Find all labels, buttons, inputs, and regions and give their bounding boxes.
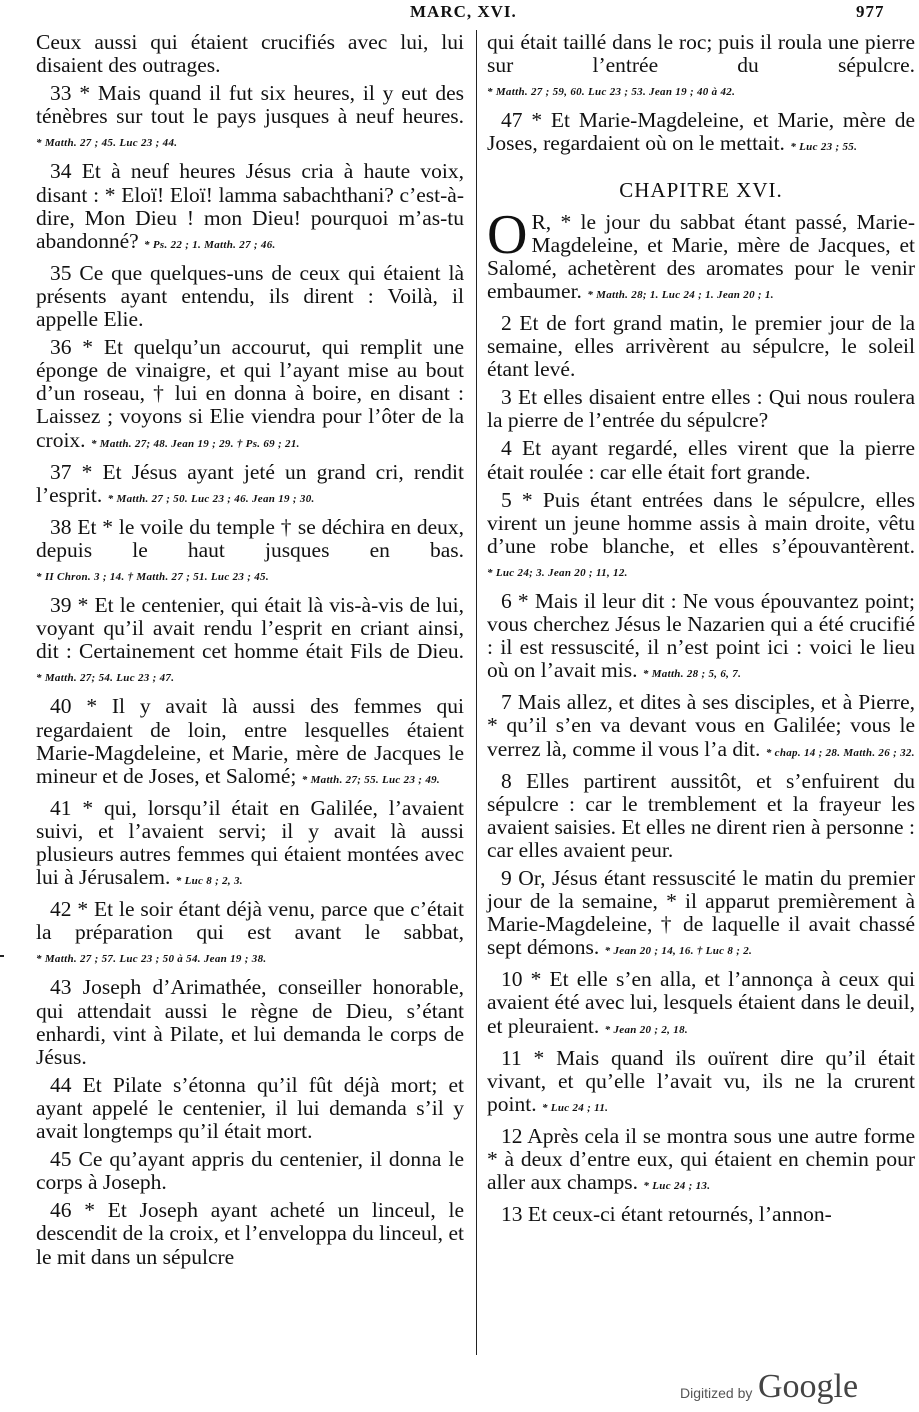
verse-text: 42 * Et le soir étant déjà venu, parce que c’était la préparation qui est avant le sabbat,	[36, 897, 464, 945]
verse-text: 10 * Et elle s’en alla, et l’annonça à ceux qui avaient été avec lui, lesquels étaient dans le deuil, et pleuraient.	[487, 967, 915, 1038]
verse-text: 2 Et de fort grand matin, le premier jour de la semaine, elles arrivèrent au sépulcre, le soleil étant levé.	[487, 310, 915, 382]
cross-reference: * Luc 24 ; 11.	[541, 1101, 609, 1114]
cross-reference: * II Chron. 3 ; 14. † Matth. 27 ; 51. Luc 23 ; 45.	[36, 570, 269, 583]
right-column-continuation	[487, 31, 915, 159]
verse	[487, 1047, 915, 1120]
verse-text: 11 * Mais quand ils ouïrent dire qu’il était vivant, et qu’elle l’avait vu, ils ne la crurent point.	[487, 1045, 915, 1116]
cross-reference: * Matth. 27; 48. Jean 19 ; 29. † Ps. 69 ; 21.	[90, 437, 300, 450]
verse-text: 4 Et ayant regardé, elles virent que la pierre était roulée : car elle était fort grande.	[487, 436, 915, 484]
verse-text: 40 * Il y avait là aussi des femmes qui regardaient de loin, entre lesquelles étaient Marie-Magdeleine, et Marie, mère de Jacques le mineur et de Joses, et Salomé;	[36, 694, 464, 788]
verse-text: R, * le jour du sabbat étant passé, Marie-Magdeleine, et Marie, mère de Jacques, et Salomé, achetèrent des aromates pour le venir embaumer.	[487, 209, 915, 303]
verse	[487, 312, 915, 381]
verse	[487, 203, 915, 307]
chapter-body	[487, 203, 915, 1227]
cross-reference: * Luc 23 ; 55.	[790, 141, 858, 154]
verse	[36, 695, 464, 791]
verse	[36, 461, 464, 511]
verse-text: 5 * Puis étant entrées dans le sépulcre, elles virent un jeune homme assis à main droite, vêtu d’une robe blanche, et elles s’épouvantèrent.	[487, 487, 915, 558]
watermark-prefix: Digitized by	[680, 1385, 753, 1401]
verse-text: 46 * Et Joseph ayant acheté un linceul, le descendit de la croix, et l’enveloppa du linceul, et le mit dans un sépulcre	[36, 1198, 464, 1269]
verse-text: 13 Et ceux-ci étant retournés, l’annon-	[501, 1202, 832, 1227]
cross-reference: * Matth. 27 ; 57. Luc 23 ; 50 à 54. Jean 19 ; 38.	[36, 953, 267, 966]
left-column	[36, 31, 464, 1274]
verse-text: 35 Ce que quelques-uns de ceux qui étaient là présents ayant entendu, ils dirent : Voilà, il appelle Elie.	[36, 260, 464, 332]
verse	[36, 594, 464, 690]
verse-text: 3 Et elles disaient entre elles : Qui nous roulera la pierre de l’entrée du sépulcre?	[487, 385, 915, 433]
verse-text: 36 * Et quelqu’un accourut, qui remplit une éponge de vinaigre, et qui l’ayant mise au bout d’un roseau, † lui en donna à boire, en disant : Laissez ; voyons si Elie viendra pour l’ôter de la croix.	[36, 335, 464, 452]
verse	[487, 590, 915, 686]
margin-mark	[0, 955, 4, 957]
right-column	[487, 31, 915, 1231]
verse	[487, 867, 915, 963]
drop-cap: O	[487, 203, 528, 266]
verse	[36, 160, 464, 256]
verse-text: 37 * Et Jésus ayant jeté un grand cri, rendit l’esprit.	[36, 459, 464, 507]
verse	[487, 1125, 915, 1198]
cross-reference: * chap. 14 ; 28. Matth. 26 ; 32.	[765, 746, 915, 759]
cross-reference: * Matth. 27; 54. Luc 23 ; 47.	[36, 672, 175, 685]
verse-text: 34 Et à neuf heures Jésus cria à haute voix, disant : * Eloï! Eloï! lamma sabachthani? c’est-à-dire, Mon Dieu ! mon Dieu! pourquoi m’as-tu abandonné?	[36, 159, 464, 253]
cross-reference: * Luc 24 ; 13.	[643, 1180, 711, 1193]
verse	[487, 31, 915, 104]
verse-text: 8 Elles partirent aussitôt, et s’enfuirent du sépulcre : car le tremblement et la frayeur les avaient saisies. Et elles ne dirent rien à personne : car elles avaient peur.	[487, 768, 915, 862]
verse	[487, 437, 915, 483]
verse	[36, 1074, 464, 1143]
verse	[36, 1148, 464, 1194]
google-logo: Google	[758, 1368, 859, 1405]
verse	[487, 770, 915, 862]
verse-text: 7 Mais allez, et dites à ses disciples, et à Pierre, * qu’il s’en va devant vous en Galilée; vous le verrez là, comme il vous l’a dit.	[487, 690, 915, 761]
verse	[36, 82, 464, 155]
cross-reference: * Jean 20 ; 14, 16. † Luc 8 ; 2.	[604, 945, 753, 958]
verse	[36, 797, 464, 893]
cross-reference: * Matth. 27; 55. Luc 23 ; 49.	[301, 773, 440, 786]
running-title: MARC, XVI.	[410, 2, 517, 21]
verse-text: 12 Après cela il se montra sous une autre forme * à deux d’entre eux, qui étaient en chemin pour aller aux champs.	[487, 1123, 915, 1195]
cross-reference: * Ps. 22 ; 1. Matth. 27 ; 46.	[144, 238, 276, 251]
column-divider	[476, 30, 477, 1355]
verse-text: 6 * Mais il leur dit : Ne vous épouvantez point; vous cherchez Jésus le Nazarien qui a été crucifié : il est ressuscité, il n’est point ici : voici le lieu où on l’avait mis.	[487, 588, 915, 683]
verse-text: qui était taillé dans le roc; puis il roula une pierre sur l’entrée du sépulcre.	[487, 30, 915, 78]
verse	[36, 1199, 464, 1268]
verse	[36, 262, 464, 331]
cross-reference: * Matth. 27 ; 50. Luc 23 ; 46. Jean 19 ; 30.	[107, 492, 315, 505]
page-header	[0, 2, 919, 28]
google-watermark	[680, 1368, 900, 1406]
cross-reference: * Matth. 27 ; 45. Luc 23 ; 44.	[36, 137, 178, 150]
cross-reference: * Luc 8 ; 2, 3.	[175, 875, 243, 888]
verse	[36, 516, 464, 589]
verse-text: 47 * Et Marie-Magdeleine, et Marie, mère de Joses, regardaient où on le mettait.	[487, 108, 915, 156]
verse-text: 45 Ce qu’ayant appris du centenier, il donna le corps à Joseph.	[36, 1147, 464, 1195]
verse	[487, 489, 915, 585]
cross-reference: * Jean 20 ; 2, 18.	[604, 1023, 688, 1036]
verse-text: Ceux aussi qui étaient crucifiés avec lui, lui disaient des outrages.	[36, 30, 464, 78]
verse	[487, 691, 915, 764]
verse-text: 9 Or, Jésus étant ressuscité le matin du premier jour de la semaine, * il apparut premièrement à Marie-Magdeleine, † de laquelle il avait chassé sept démons.	[487, 866, 915, 960]
verse	[36, 31, 464, 77]
verse-text: 39 * Et le centenier, qui était là vis-à-vis de lui, voyant qu’il avait rendu l’esprit en criant ainsi, dit : Certainement cet homme était Fils de Dieu.	[36, 593, 464, 664]
verse	[487, 968, 915, 1041]
verse	[487, 1203, 915, 1226]
cross-reference: * Luc 24; 3. Jean 20 ; 11, 12.	[487, 566, 628, 579]
cross-reference: * Matth. 27 ; 59, 60. Luc 23 ; 53. Jean 19 ; 40 à 42.	[487, 86, 736, 99]
cross-reference: * Matth. 28; 1. Luc 24 ; 1. Jean 20 ; 1.	[587, 288, 774, 301]
cross-reference: * Matth. 28 ; 5, 6, 7.	[642, 668, 742, 681]
verse-text: 33 * Mais quand il fut six heures, il y eut des ténèbres sur tout le pays jusques à neuf heures.	[36, 81, 464, 129]
verse	[487, 386, 915, 432]
verse-text: 43 Joseph d’Arimathée, conseiller honorable, qui attendait aussi le règne de Dieu, s’étant enhardi, vint à Pilate, et lui demanda le corps de Jésus.	[36, 975, 464, 1069]
verse	[487, 109, 915, 159]
verse-text: 44 Et Pilate s’étonna qu’il fût déjà mort; et ayant appelé le centenier, il lui demanda s’il y avait longtemps qu’il était mort.	[36, 1072, 464, 1144]
verse-text: 41 * qui, lorsqu’il était en Galilée, l’avaient suivi, et l’avaient servi; il y avait là aussi plusieurs autres femmes qui étaient montées avec lui à Jérusalem.	[36, 795, 464, 890]
page-number: 977	[856, 2, 885, 21]
chapter-heading: CHAPITRE XVI.	[619, 178, 783, 203]
verse-text: 38 Et * le voile du temple † se déchira en deux, depuis le haut jusques en bas.	[36, 514, 464, 562]
verse	[36, 976, 464, 1068]
verse	[36, 336, 464, 455]
verse	[36, 898, 464, 971]
